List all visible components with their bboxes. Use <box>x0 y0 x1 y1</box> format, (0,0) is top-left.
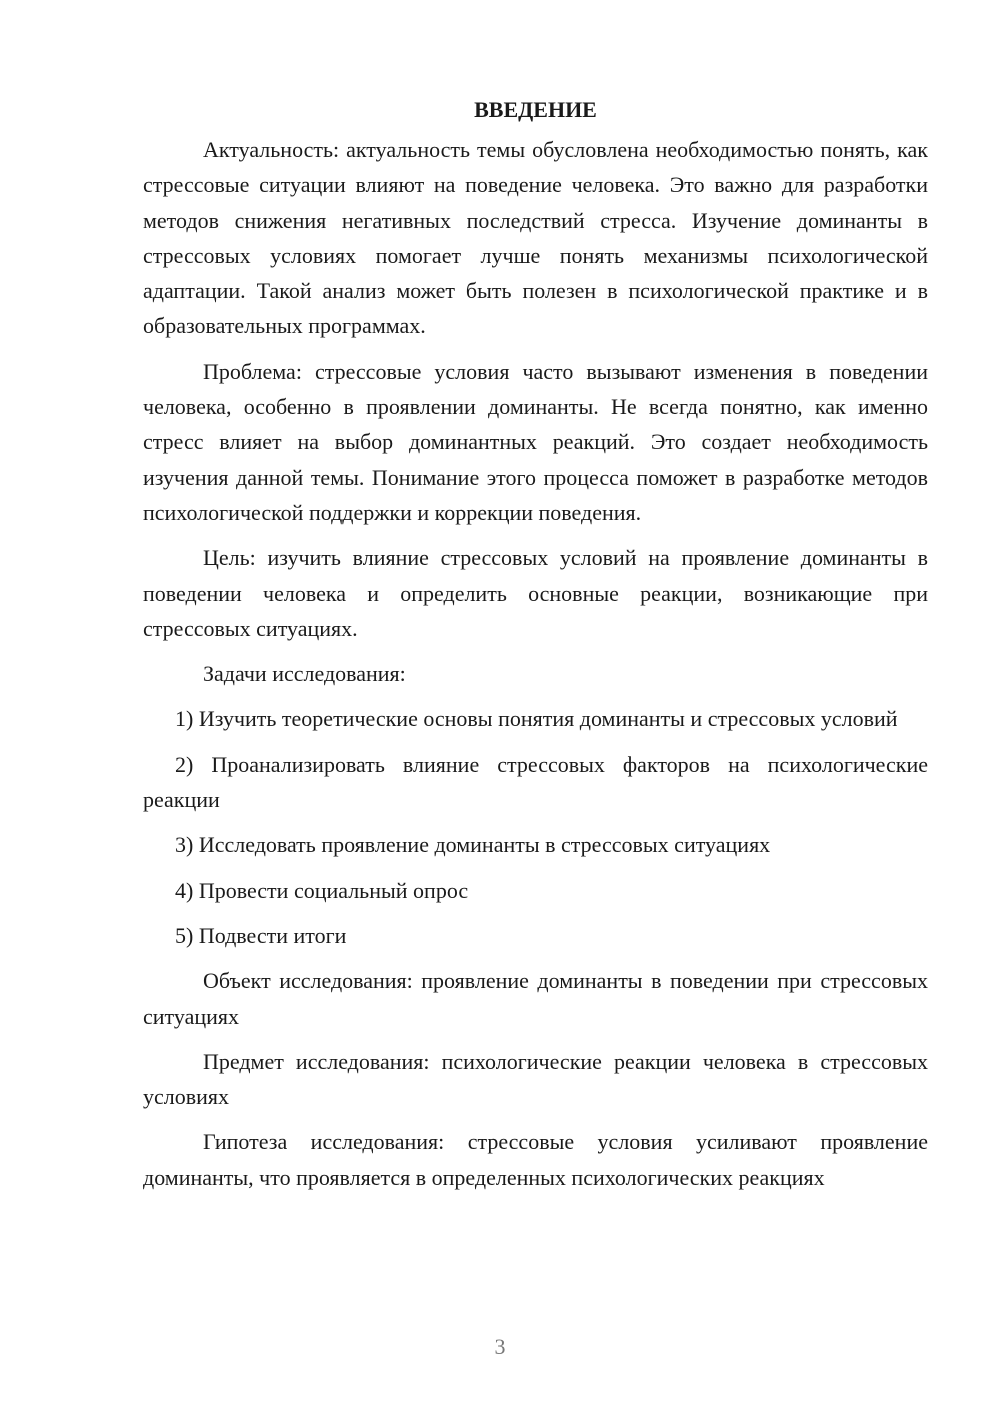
goal-paragraph: Цель: изучить влияние стрессовых условий на проявление доминанты в поведении человека и определить основные реакции, возникающие при стрессовых ситуациях. <box>143 545 928 641</box>
page-title: ВВЕДЕНИЕ <box>474 97 597 122</box>
tasks-heading: Задачи исследования: <box>203 661 406 687</box>
subject-paragraph: Предмет исследования: психологические реакции человека в стрессовых условиях <box>143 1048 928 1110</box>
task-item: 3) Исследовать проявление доминанты в стрессовых ситуациях <box>175 832 771 858</box>
relevance-paragraph: Актуальность: актуальность темы обусловлена необходимостью понять, как стрессовые ситуации влияют на поведение человека. Это важно для разработки методов снижения негативных последствий стресса. Изучение доминанты в стрессовых условиях помогает лучше понять механизмы психологической адаптации. Такой анализ может быть полезен в психологической практике и в образовательных программах. <box>143 137 928 339</box>
task-item: 5) Подвести итоги <box>175 922 347 948</box>
document-page <box>143 92 928 1205</box>
problem-paragraph: Проблема: стрессовые условия часто вызывают изменения в поведении человека, особенно в проявлении доминанты. Не всегда понятно, как именно стресс влияет на выбор доминантных реакций. Это создает необходимость изучения данной темы. Понимание этого процесса поможет в разработке методов психологической поддержки и коррекции поведения. <box>143 358 928 525</box>
hypothesis-paragraph: Гипотеза исследования: стрессовые условия усиливают проявление доминанты, что проявляется в определенных психологических реакциях <box>143 1129 928 1190</box>
task-item: 1) Изучить теоретические основы понятия доминанты и стрессовых условий <box>175 706 898 732</box>
task-item: 4) Провести социальный опрос <box>175 877 469 903</box>
page-number: 3 <box>494 1334 506 1359</box>
object-paragraph: Объект исследования: проявление доминанты в поведении при стрессовых ситуациях <box>143 968 928 1029</box>
task-item: 2) Проанализировать влияние стрессовых факторов на психологические реакции <box>143 751 928 813</box>
